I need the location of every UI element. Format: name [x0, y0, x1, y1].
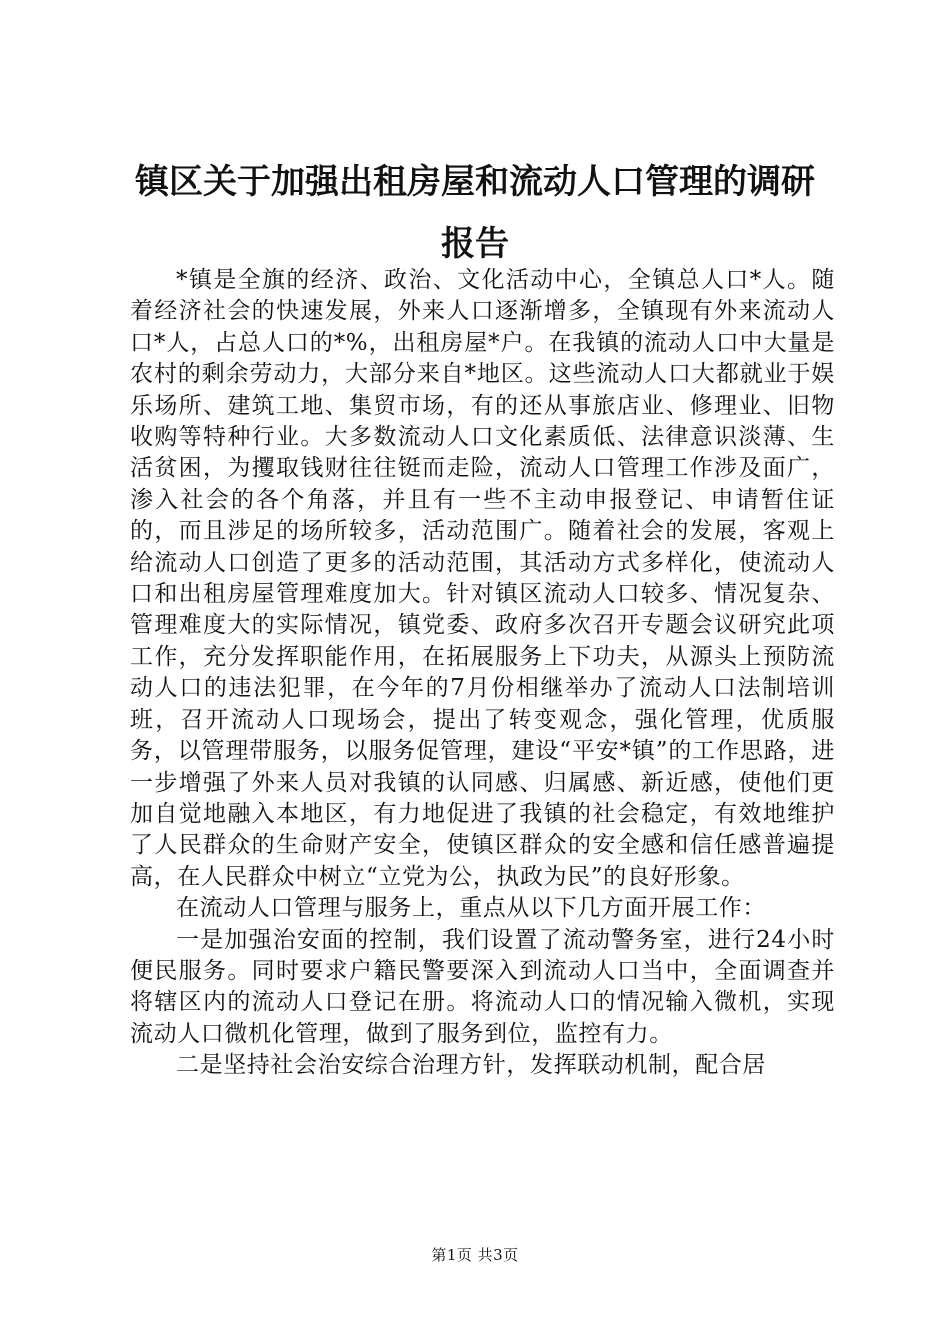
page-footer: 第1页 共3页: [431, 1246, 519, 1264]
document-title-line-2: 报告: [441, 224, 509, 264]
paragraph-intro: *镇是全旗的经济、政治、文化活动中心，全镇总人口*人。随着经济社会的快速发展，外来人口逐渐增多，全镇现有外来流动人口*人，占总人口的*%，出租房屋*户。在我镇的流动人口中大量是农村的剩余劳动力，大部分来自*地区。这些流动人口大都就业于娱乐场所、建筑工地、集贸市场，有的还从事旅店业、修理业、旧物收购等特种行业。大多数流动人口文化素质低、法律意识淡薄、生活贫困，为攫取钱财往往铤而走险，流动人口管理工作涉及面广，渗入社会的各个角落，并且有一些不主动申报登记、申请暂住证的，而且涉足的场所较多，活动范围广。随着社会的发展，客观上给流动人口创造了更多的活动范围，其活动方式多样化，使流动人口和出租房屋管理难度加大。针对镇区流动人口较多、情况复杂、管理难度大的实际情况，镇党委、政府多次召开专题会议研究此项工作，充分发挥职能作用，在拓展服务上下功夫，从源头上预防流动人口的违法犯罪，在今年的7月份相继举办了流动人口法制培训班，召开流动人口现场会，提出了转变观念，强化管理，优质服务，以管理带服务，以服务促管理，建设“平安*镇”的工作思路，进一步增强了外来人员对我镇的认同感、归属感、新近感，使他们更加自觉地融入本地区，有力地促进了我镇的社会稳定，有效地维护了人民群众的生命财产安全，使镇区群众的安全感和信任感普遍提高，在人民群众中树立“立党为公，执政为民”的良好形象。: [130, 267, 835, 890]
document-body: [130, 265, 835, 1082]
paragraph-point-two: 二是坚持社会治安综合治理方针，发挥联动机制，配合居: [176, 1052, 766, 1079]
paragraph-focus-areas: 在流动人口管理与服务上，重点从以下几方面开展工作：: [176, 895, 766, 922]
paragraph-point-one: 一是加强治安面的控制，我们设置了流动警务室，进行24小时便民服务。同时要求户籍民警要深入到流动人口当中，全面调查并将辖区内的流动人口登记在册。将流动人口的情况输入微机，实现流动人口微机化管理，做到了服务到位，监控有力。: [130, 926, 835, 1047]
document-title-line-1: 镇区关于加强出租房屋和流动人口管理的调研: [135, 162, 815, 202]
